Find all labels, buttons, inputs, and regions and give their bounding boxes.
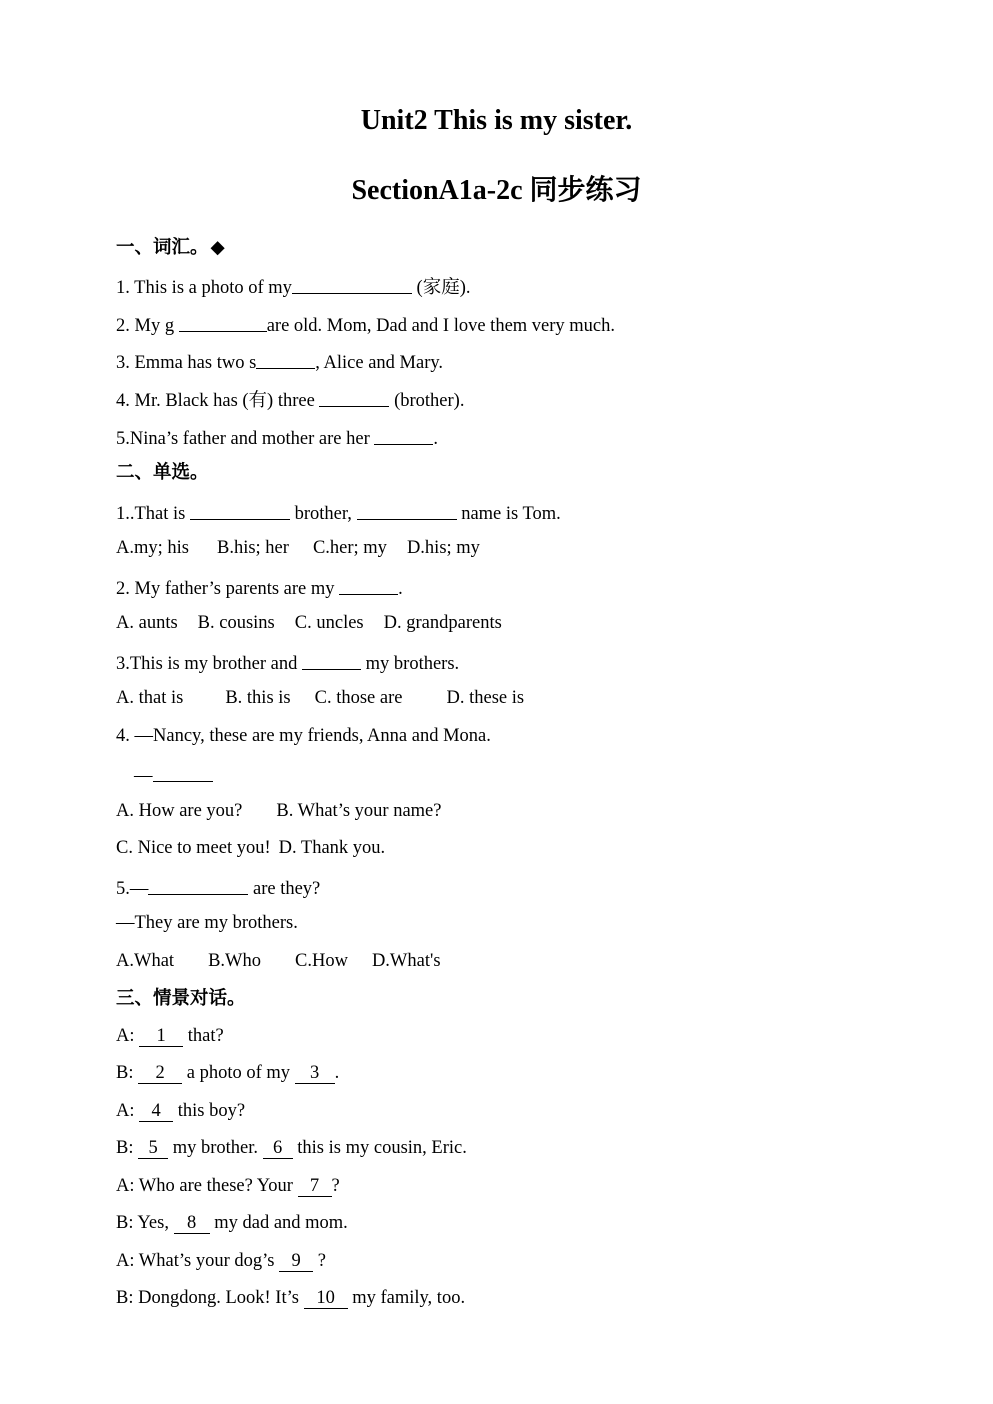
question-text: 1. This is a photo of my bbox=[116, 278, 292, 298]
dialogue-line bbox=[116, 1061, 339, 1085]
dialogue-text: . bbox=[334, 1063, 340, 1083]
numbered-blank[interactable]: 9 bbox=[279, 1251, 313, 1272]
choice-question-5 bbox=[116, 874, 320, 901]
answer-blank[interactable] bbox=[292, 274, 412, 294]
question-text: . bbox=[433, 429, 439, 449]
dialogue-text: my family, too. bbox=[347, 1288, 466, 1308]
choice-question-1 bbox=[116, 499, 561, 526]
numbered-blank[interactable]: 1 bbox=[139, 1026, 183, 1047]
numbered-blank[interactable]: 5 bbox=[138, 1138, 168, 1159]
choice-options-5 bbox=[116, 949, 441, 973]
vocab-question-4 bbox=[116, 386, 464, 413]
dialogue-line bbox=[116, 1286, 465, 1310]
dialogue-text: this is my cousin, Eric. bbox=[292, 1138, 467, 1158]
section-dialogue-heading: 三、情景对话。 bbox=[116, 989, 246, 1009]
numbered-blank[interactable]: 6 bbox=[263, 1138, 293, 1159]
question-text: 3. Emma has two s bbox=[116, 353, 257, 373]
answer-blank[interactable] bbox=[256, 349, 315, 369]
dialogue-text: ? bbox=[331, 1176, 340, 1196]
section-single-choice-heading: 二、单选。 bbox=[116, 463, 209, 483]
choice-options-1 bbox=[116, 536, 480, 560]
option-b[interactable]: B. cousins bbox=[197, 613, 275, 633]
numbered-blank[interactable]: 2 bbox=[138, 1063, 182, 1084]
numbered-blank[interactable]: 4 bbox=[139, 1101, 173, 1122]
dialogue-line bbox=[116, 1099, 245, 1123]
option-b[interactable]: B.Who bbox=[208, 951, 261, 971]
answer-blank[interactable] bbox=[339, 575, 398, 595]
choice-options-4a bbox=[116, 799, 441, 823]
dialogue-text: my brother. bbox=[168, 1138, 263, 1158]
vocab-question-2 bbox=[116, 311, 615, 338]
option-d[interactable]: D. Thank you. bbox=[278, 838, 386, 858]
question-text: 2. My father’s parents are my bbox=[116, 579, 340, 599]
numbered-blank[interactable]: 7 bbox=[298, 1176, 332, 1197]
speaker-label: A: bbox=[116, 1026, 140, 1046]
question-text: (brother). bbox=[389, 391, 465, 411]
option-a[interactable]: A. How are you? bbox=[116, 801, 243, 821]
dialogue-text: What’s your dog’s bbox=[138, 1251, 280, 1271]
question-text: are they? bbox=[248, 879, 321, 899]
answer-blank[interactable] bbox=[190, 500, 290, 520]
dialogue-line bbox=[116, 1249, 326, 1273]
choice-question-5-reply: —They are my brothers. bbox=[116, 913, 298, 933]
option-d[interactable]: D.his; my bbox=[406, 538, 480, 558]
speaker-label: A: bbox=[116, 1176, 139, 1196]
question-text: name is Tom. bbox=[456, 504, 561, 524]
answer-blank[interactable] bbox=[357, 500, 457, 520]
answer-blank[interactable] bbox=[374, 425, 433, 445]
question-text: are old. Mom, Dad and I love them very much. bbox=[266, 316, 616, 336]
dialogue-text: this boy? bbox=[173, 1101, 246, 1121]
answer-blank[interactable] bbox=[153, 762, 213, 782]
dialogue-line bbox=[116, 1136, 467, 1160]
speaker-label: A: bbox=[116, 1101, 140, 1121]
option-d[interactable]: D. these is bbox=[446, 688, 525, 708]
vocab-question-3 bbox=[116, 348, 443, 375]
dialogue-text: a photo of my bbox=[182, 1063, 295, 1083]
dialogue-line bbox=[116, 1024, 224, 1048]
option-c[interactable]: C.her; my bbox=[312, 538, 387, 558]
choice-options-4b bbox=[116, 836, 385, 860]
numbered-blank[interactable]: 10 bbox=[304, 1288, 348, 1309]
option-c[interactable]: C. uncles bbox=[294, 613, 364, 633]
section-vocabulary-heading bbox=[116, 236, 225, 260]
option-c[interactable]: C. those are bbox=[314, 688, 403, 708]
answer-blank[interactable] bbox=[179, 312, 267, 332]
choice-question-4: 4. —Nancy, these are my friends, Anna and Mona. bbox=[116, 726, 491, 746]
dialogue-text: my dad and mom. bbox=[209, 1213, 348, 1233]
question-text: 5.— bbox=[116, 879, 149, 899]
option-a[interactable]: A.What bbox=[116, 951, 175, 971]
dialogue-text: Dongdong. Look! It’s bbox=[138, 1288, 304, 1308]
numbered-blank[interactable]: 8 bbox=[174, 1213, 210, 1234]
section-heading-text: 一、词汇。 bbox=[116, 238, 209, 258]
question-text: (家庭). bbox=[411, 278, 471, 298]
question-text: my brothers. bbox=[361, 654, 460, 674]
choice-question-3 bbox=[116, 649, 459, 676]
choice-options-3 bbox=[116, 686, 524, 710]
question-text: 4. Mr. Black has (有) three bbox=[116, 391, 320, 411]
question-text: 5.Nina’s father and mother are her bbox=[116, 429, 375, 449]
speaker-label: B: bbox=[116, 1213, 138, 1233]
answer-blank[interactable] bbox=[148, 875, 248, 895]
dialogue-text: Yes, bbox=[137, 1213, 174, 1233]
dialogue-text: Who are these? Your bbox=[138, 1176, 298, 1196]
vocab-question-1 bbox=[116, 273, 471, 300]
option-a[interactable]: A.my; his bbox=[116, 538, 189, 558]
question-text: brother, bbox=[290, 504, 357, 524]
speaker-label: B: bbox=[116, 1063, 139, 1083]
choice-question-4-reply bbox=[134, 761, 213, 788]
numbered-blank[interactable]: 3 bbox=[295, 1063, 335, 1084]
option-c[interactable]: C.How bbox=[295, 951, 348, 971]
diamond-icon: ◆ bbox=[210, 238, 225, 258]
question-text: — bbox=[134, 766, 153, 786]
option-d[interactable]: D. grandparents bbox=[383, 613, 502, 633]
choice-question-2 bbox=[116, 574, 403, 601]
option-d[interactable]: D.What's bbox=[371, 951, 441, 971]
option-a[interactable]: A. that is bbox=[116, 688, 184, 708]
dialogue-text: that? bbox=[183, 1026, 224, 1046]
speaker-label: A: bbox=[116, 1251, 139, 1271]
answer-blank[interactable] bbox=[319, 387, 389, 407]
question-text: 2. My g bbox=[116, 316, 179, 336]
question-text: 1..That is bbox=[116, 504, 190, 524]
option-c[interactable]: C. Nice to meet you! bbox=[116, 838, 271, 858]
answer-blank[interactable] bbox=[302, 650, 361, 670]
option-a[interactable]: A. aunts bbox=[116, 613, 178, 633]
option-b[interactable]: B. this is bbox=[225, 688, 291, 708]
question-text: 3.This is my brother and bbox=[116, 654, 303, 674]
speaker-label: B: bbox=[116, 1138, 139, 1158]
question-text: . bbox=[398, 579, 403, 599]
dialogue-line bbox=[116, 1174, 340, 1198]
speaker-label: B: bbox=[116, 1288, 139, 1308]
dialogue-line bbox=[116, 1211, 348, 1235]
vocab-question-5 bbox=[116, 424, 438, 451]
option-b[interactable]: B.his; her bbox=[216, 538, 289, 558]
page-title: Unit2 This is my sister. bbox=[360, 105, 633, 136]
choice-options-2 bbox=[116, 611, 502, 635]
option-b[interactable]: B. What’s your name? bbox=[276, 801, 442, 821]
question-text: , Alice and Mary. bbox=[315, 353, 444, 373]
dialogue-text: ? bbox=[313, 1251, 326, 1271]
page-subtitle: SectionA1a-2c 同步练习 bbox=[351, 175, 642, 206]
